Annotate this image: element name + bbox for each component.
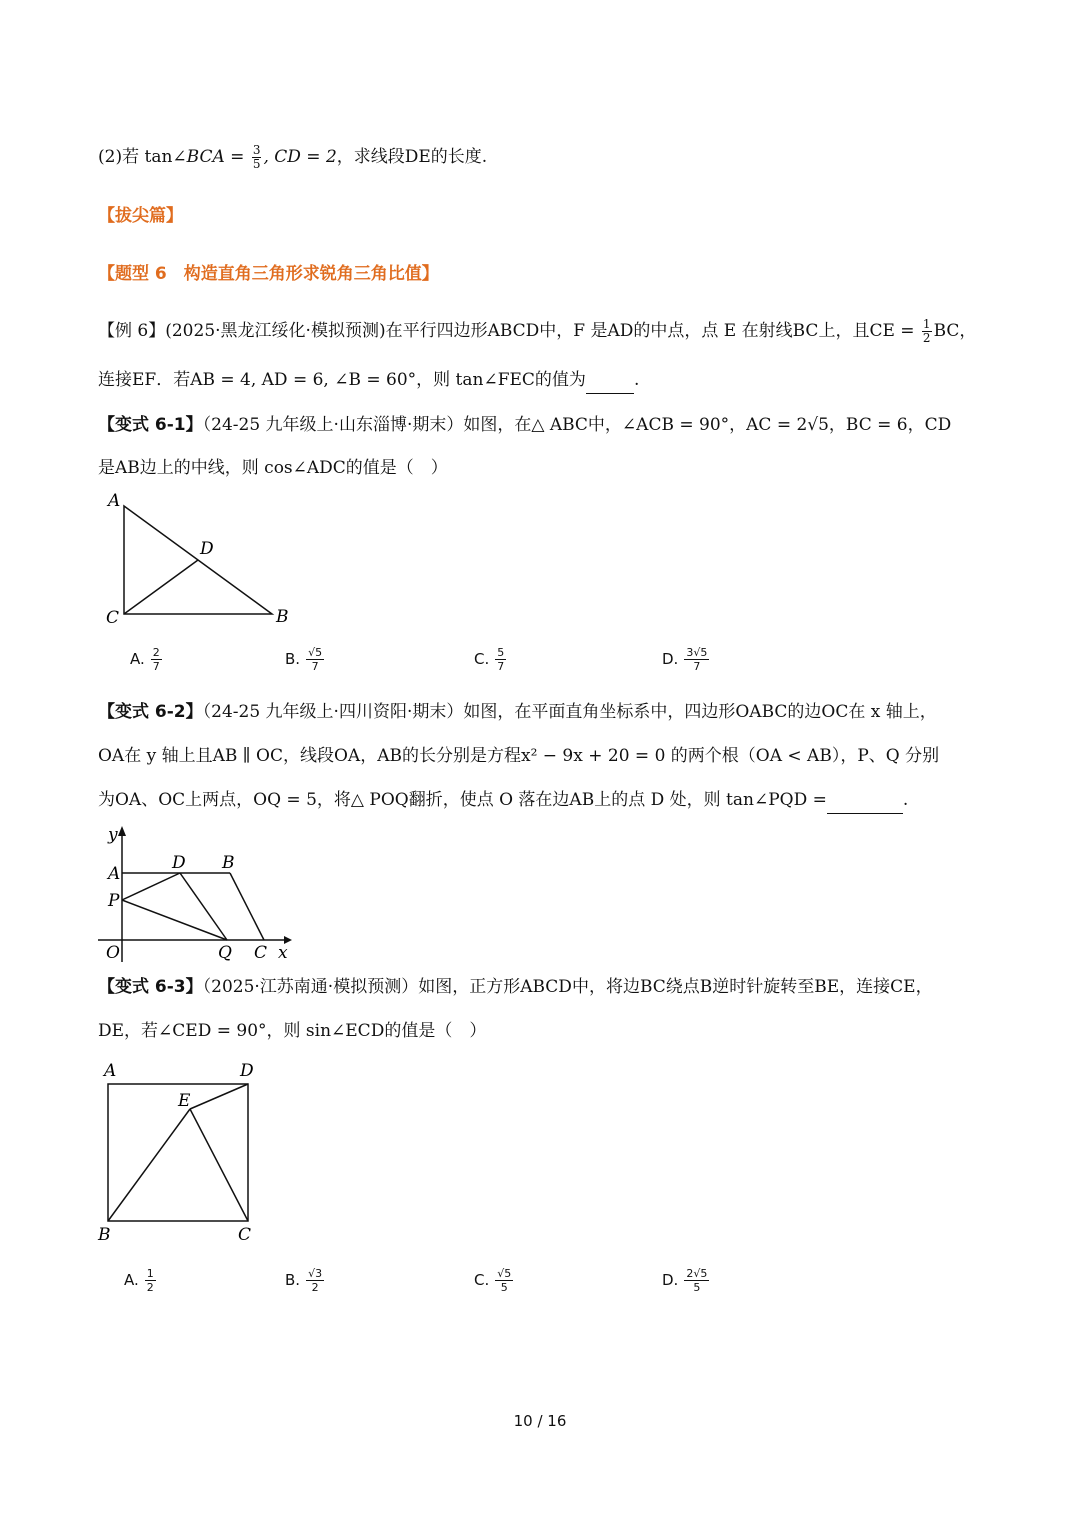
- v63-line2: DE，若∠CED = 90°，则 sin∠ECD的值是（ ）: [98, 1021, 487, 1041]
- q2-eq: =: [224, 147, 250, 167]
- choice-fraction: [684, 646, 709, 673]
- section-tixing: 【题型 6 构造直角三角形求锐角三角比值】: [98, 264, 439, 284]
- v61-label-b: B: [276, 607, 289, 627]
- v61-label-d: D: [200, 539, 214, 559]
- choice-letter: A.: [130, 650, 145, 668]
- ex6-frac-den: 2: [922, 331, 931, 345]
- ex6-tag: 【例 6】: [98, 321, 166, 341]
- frac-den: 2: [311, 1281, 319, 1294]
- choice-fraction: [145, 1267, 156, 1294]
- ex6-line1: [98, 317, 976, 345]
- v63-label-c: C: [238, 1225, 252, 1245]
- v62-text3: 为OA、OC上两点，OQ = 5，将△ POQ翻折，使点 O 落在边AB上的点 D 处，则 tan∠PQD =: [98, 790, 827, 810]
- v61-source: （24-25 九年级上·山东淄博·期末）: [202, 415, 464, 435]
- section-bajian: 【拔尖篇】: [98, 206, 183, 226]
- ex6-answer-blank[interactable]: [586, 375, 634, 394]
- q2-tail: ，求线段DE的长度.: [336, 147, 488, 167]
- page-number: 10 / 16: [513, 1412, 567, 1430]
- ex6-source: (2025·黑龙江绥化·模拟预测): [165, 321, 386, 341]
- frac-num: 3√5: [686, 646, 708, 659]
- ex6-text2: 连接EF．若AB = 4, AD = 6, ∠B = 60°，则 tan∠FEC的值为: [98, 370, 586, 390]
- choice-fraction: [306, 646, 324, 673]
- v62-label-a: A: [108, 864, 121, 884]
- q2-frac-num: 3: [252, 143, 261, 157]
- v61-choice-c[interactable]: [474, 646, 506, 673]
- v63-choice-b[interactable]: [285, 1267, 324, 1294]
- v62-source: （24-25 九年级上·四川资阳·期末）: [202, 702, 464, 722]
- v62-segment-pq: [122, 900, 227, 940]
- v61-choice-a[interactable]: [130, 646, 162, 673]
- v62-label-o: O: [106, 943, 120, 963]
- choice-letter: C.: [474, 1271, 490, 1289]
- q2-line: [98, 143, 487, 171]
- ex6-text2-end: .: [633, 370, 640, 390]
- ex6-line2: [98, 366, 639, 394]
- frac-num: 2: [152, 646, 160, 659]
- q2-cd: , CD = 2: [263, 147, 337, 167]
- v62-line3: [98, 786, 908, 814]
- v63-label-d: D: [240, 1061, 254, 1081]
- v61-choice-b[interactable]: [285, 646, 324, 673]
- v61-label-a: A: [108, 491, 121, 511]
- v63-segment-ec: [190, 1109, 248, 1221]
- v62-coordinate-figure: [96, 822, 296, 964]
- choice-letter: B.: [285, 1271, 301, 1289]
- choice-letter: A.: [124, 1271, 139, 1289]
- v62-line2: OA在 y 轴上且AB ∥ OC，线段OA，AB的长分别是方程x² − 9x + 20 = 0 的两个根（OA < AB），P、Q 分别: [98, 746, 940, 766]
- v61-line1: [98, 411, 951, 439]
- q2-fraction: [252, 144, 262, 171]
- v63-line1: [98, 973, 933, 1001]
- frac-den: 2: [146, 1281, 154, 1294]
- q2-prefix: (2)若 tan∠: [98, 147, 187, 167]
- v62-segment-bc: [230, 873, 264, 940]
- v63-square-figure: [96, 1058, 266, 1248]
- frac-den: 7: [693, 660, 701, 673]
- v63-label-a: A: [104, 1061, 117, 1081]
- frac-den: 5: [693, 1281, 701, 1294]
- v62-label-b: B: [222, 853, 235, 873]
- v62-tag: 【变式 6-2】: [98, 702, 203, 722]
- frac-den: 7: [152, 660, 160, 673]
- choice-fraction: [495, 1267, 513, 1294]
- v63-choice-a[interactable]: [124, 1267, 156, 1294]
- v61-line2: 是AB边上的中线，则 cos∠ADC的值是（ ）: [98, 458, 448, 478]
- frac-num: 5: [497, 646, 505, 659]
- frac-num: 1: [146, 1267, 154, 1280]
- choice-fraction: [684, 1267, 709, 1294]
- v62-text1: 如图，在平面直角坐标系中，四边形OABC的边OC在 x 轴上，: [463, 702, 937, 722]
- v62-segment-pd: [122, 873, 180, 900]
- q2-bca: BCA: [186, 147, 225, 167]
- v63-label-b: B: [98, 1225, 111, 1245]
- ex6-frac-num: 1: [922, 317, 931, 331]
- v63-tag: 【变式 6-3】: [98, 977, 203, 997]
- choice-letter: D.: [662, 650, 679, 668]
- v63-source: （2025·江苏南通·模拟预测）: [202, 977, 419, 997]
- frac-den: 5: [500, 1281, 508, 1294]
- v63-segment-ed: [190, 1084, 248, 1109]
- v61-choice-d[interactable]: [662, 646, 709, 673]
- q2-frac-den: 5: [252, 157, 261, 171]
- v63-choice-c[interactable]: [474, 1267, 513, 1294]
- v63-label-e: E: [178, 1091, 191, 1111]
- v62-text3-end: .: [902, 790, 909, 810]
- v61-tag: 【变式 6-1】: [98, 415, 203, 435]
- v62-line1: [98, 698, 937, 726]
- choice-letter: C.: [474, 650, 490, 668]
- choice-fraction: [306, 1267, 324, 1294]
- v63-choice-d[interactable]: [662, 1267, 709, 1294]
- choice-fraction: [151, 646, 162, 673]
- v62-label-d: D: [172, 853, 186, 873]
- v61-triangle-figure: [98, 486, 298, 631]
- v62-label-x: x: [278, 943, 288, 963]
- v61-median-cd: [124, 560, 198, 614]
- v62-label-c: C: [254, 943, 268, 963]
- v61-text1: 如图，在△ ABC中，∠ACB = 90°，AC = 2√5，BC = 6，CD: [463, 415, 952, 435]
- v63-text1: 如图，正方形ABCD中，将边BC绕点B逆时针旋转至BE，连接CE，: [418, 977, 933, 997]
- frac-den: 7: [311, 660, 319, 673]
- ex6-text1: 在平行四边形ABCD中，F 是AD的中点，点 E 在射线BC上，且CE =: [385, 321, 920, 341]
- v62-y-arrow: [118, 826, 126, 836]
- v63-segment-be: [108, 1109, 190, 1221]
- ex6-text1b: BC，: [933, 321, 977, 341]
- frac-num: 2√5: [686, 1267, 708, 1280]
- v62-answer-blank[interactable]: [827, 795, 903, 814]
- frac-num: √5: [308, 646, 323, 659]
- v62-label-q: Q: [218, 943, 232, 963]
- choice-letter: B.: [285, 650, 301, 668]
- choice-letter: D.: [662, 1271, 679, 1289]
- ex6-fraction: [922, 318, 932, 345]
- v61-label-c: C: [106, 608, 120, 628]
- v62-label-p: P: [108, 891, 120, 911]
- v62-segment-dq: [180, 873, 227, 940]
- choice-fraction: [495, 646, 506, 673]
- frac-den: 7: [497, 660, 505, 673]
- frac-num: √5: [497, 1267, 512, 1280]
- frac-num: √3: [308, 1267, 323, 1280]
- v62-label-y: y: [108, 825, 118, 845]
